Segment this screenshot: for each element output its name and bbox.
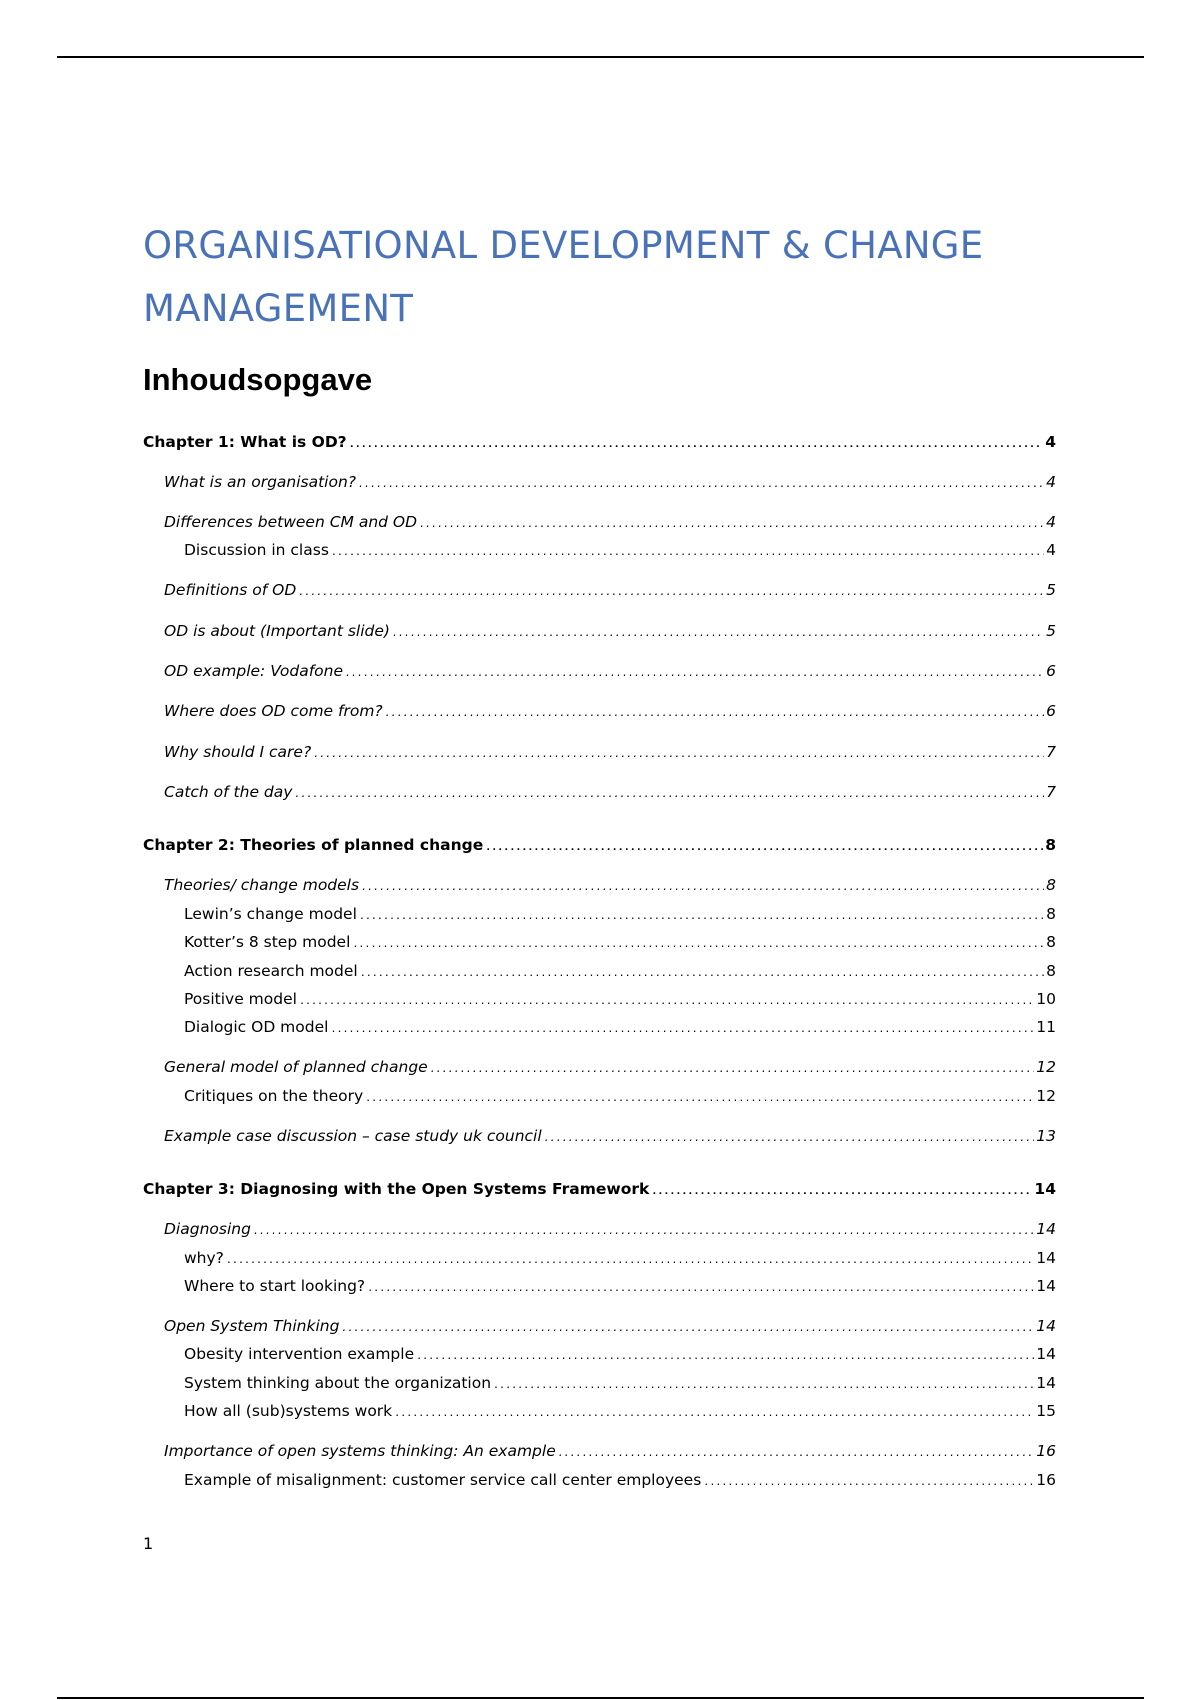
toc-entry-label: Diagnosing xyxy=(164,1220,251,1238)
document-title: ORGANISATIONAL DEVELOPMENT & CHANGE MANAGEMENT xyxy=(143,224,984,330)
toc-entry-label: Where to start looking? xyxy=(184,1277,366,1295)
toc-leader-dots xyxy=(358,480,1044,490)
toc-entry-chapter[interactable] xyxy=(143,1180,1056,1202)
toc-entry-page: 13 xyxy=(1036,1127,1056,1145)
toc-entry-page: 7 xyxy=(1046,743,1056,761)
toc-entry-chapter[interactable] xyxy=(143,836,1056,858)
toc-entry-label: Why should I care? xyxy=(164,743,312,761)
toc-leader-dots xyxy=(392,629,1044,639)
footer-rule xyxy=(57,1697,1144,1699)
toc-entry-subsection[interactable] xyxy=(184,1249,1056,1271)
toc-leader-dots xyxy=(298,588,1044,598)
toc-entry-page: 5 xyxy=(1046,622,1056,640)
toc-entry-label: Catch of the day xyxy=(164,783,293,801)
toc-leader-dots xyxy=(253,1227,1034,1237)
toc-leader-dots xyxy=(703,1478,1034,1488)
toc-entry-label: Example case discussion – case study uk council xyxy=(164,1127,542,1145)
toc-entry-page: 14 xyxy=(1036,1220,1056,1238)
toc-leader-dots xyxy=(365,1094,1034,1104)
toc-entry-label: General model of planned change xyxy=(164,1058,428,1076)
toc-entry-page: 14 xyxy=(1034,1180,1056,1198)
toc-leader-dots xyxy=(385,709,1044,719)
toc-entry-subsection[interactable] xyxy=(184,1277,1056,1299)
toc-leader-dots xyxy=(361,883,1044,893)
toc-entry-label: How all (sub)systems work xyxy=(184,1402,393,1420)
toc-leader-dots xyxy=(419,520,1044,530)
toc-entry-page: 10 xyxy=(1036,990,1056,1008)
toc-entry-label: Chapter 2: Theories of planned change xyxy=(143,836,484,854)
toc-entry-page: 4 xyxy=(1046,473,1056,491)
toc-leader-dots xyxy=(394,1409,1034,1419)
toc-entry-subsection[interactable] xyxy=(184,1374,1056,1396)
toc-entry-page: 14 xyxy=(1036,1249,1056,1267)
toc-leader-dots xyxy=(544,1134,1035,1144)
toc-heading: Inhoudsopgave xyxy=(143,362,373,397)
toc-leader-dots xyxy=(416,1352,1034,1362)
toc-entry-subsection[interactable] xyxy=(184,990,1056,1012)
toc-entry-section[interactable] xyxy=(164,1442,1056,1464)
toc-entry-subsection[interactable] xyxy=(184,1018,1056,1040)
toc-entry-subsection[interactable] xyxy=(184,1471,1056,1493)
toc-entry-page: 14 xyxy=(1036,1277,1056,1295)
toc-entry-label: Differences between CM and OD xyxy=(164,513,418,531)
toc-entry-chapter[interactable] xyxy=(143,433,1056,455)
toc-entry-page: 12 xyxy=(1036,1087,1056,1105)
toc-leader-dots xyxy=(430,1065,1035,1075)
toc-entry-label: Theories/ change models xyxy=(164,876,360,894)
toc-entry-section[interactable] xyxy=(164,513,1056,535)
toc-entry-label: Chapter 3: Diagnosing with the Open Systems Framework xyxy=(143,1180,650,1198)
toc-leader-dots xyxy=(485,843,1043,853)
toc-leader-dots xyxy=(651,1187,1032,1197)
toc-entry-label: Dialogic OD model xyxy=(184,1018,329,1036)
toc-entry-label: Obesity intervention example xyxy=(184,1345,415,1363)
toc-entry-page: 4 xyxy=(1046,541,1056,559)
toc-entry-section[interactable] xyxy=(164,622,1056,644)
toc-entry-page: 14 xyxy=(1036,1374,1056,1392)
toc-entry-section[interactable] xyxy=(164,702,1056,724)
toc-entry-label: Positive model xyxy=(184,990,297,1008)
toc-leader-dots xyxy=(341,1324,1034,1334)
toc-entry-label: why? xyxy=(184,1249,224,1267)
toc-entry-page: 8 xyxy=(1046,933,1056,951)
toc-entry-label: Discussion in class xyxy=(184,541,329,559)
toc-entry-label: Where does OD come from? xyxy=(164,702,383,720)
toc-entry-section[interactable] xyxy=(164,876,1056,898)
toc-leader-dots xyxy=(367,1284,1034,1294)
toc-entry-page: 11 xyxy=(1036,1018,1056,1036)
toc-entry-page: 8 xyxy=(1046,962,1056,980)
toc-entry-subsection[interactable] xyxy=(184,1087,1056,1109)
toc-entry-label: Example of misalignment: customer service call center employees xyxy=(184,1471,702,1489)
toc-entry-page: 14 xyxy=(1036,1345,1056,1363)
toc-entry-section[interactable] xyxy=(164,662,1056,684)
toc-leader-dots xyxy=(294,790,1044,800)
toc-entry-label: Importance of open systems thinking: An example xyxy=(164,1442,556,1460)
toc-entry-label: System thinking about the organization xyxy=(184,1374,492,1392)
toc-entry-page: 12 xyxy=(1036,1058,1056,1076)
toc-leader-dots xyxy=(330,1025,1034,1035)
toc-leader-dots xyxy=(299,997,1034,1007)
toc-entry-label: Critiques on the theory xyxy=(184,1087,364,1105)
toc-entry-label: Lewin’s change model xyxy=(184,905,357,923)
toc-entry-page: 6 xyxy=(1046,662,1056,680)
toc-entry-page: 8 xyxy=(1046,905,1056,923)
toc-entry-page: 7 xyxy=(1046,783,1056,801)
toc-leader-dots xyxy=(352,940,1044,950)
toc-entry-section[interactable] xyxy=(164,1058,1056,1080)
toc-entry-page: 4 xyxy=(1045,433,1056,451)
toc-entry-subsection[interactable] xyxy=(184,1402,1056,1424)
toc-entry-label: OD example: Vodafone xyxy=(164,662,344,680)
toc-entry-page: 6 xyxy=(1046,702,1056,720)
toc-entry-section[interactable] xyxy=(164,743,1056,765)
toc-leader-dots xyxy=(558,1449,1035,1459)
header-rule xyxy=(57,56,1144,58)
toc-entry-label: Action research model xyxy=(184,962,358,980)
toc-leader-dots xyxy=(349,440,1044,450)
toc-entry-page: 8 xyxy=(1045,836,1056,854)
toc-entry-section[interactable] xyxy=(164,1220,1056,1242)
toc-entry-label: What is an organisation? xyxy=(164,473,357,491)
toc-leader-dots xyxy=(360,969,1044,979)
toc-leader-dots xyxy=(345,669,1044,679)
toc-leader-dots xyxy=(493,1381,1034,1391)
toc-entry-label: Open System Thinking xyxy=(164,1317,340,1335)
toc-entry-page: 5 xyxy=(1046,581,1056,599)
toc-entry-section[interactable] xyxy=(164,581,1056,603)
toc-entry-subsection[interactable] xyxy=(184,962,1056,984)
toc-entry-label: Chapter 1: What is OD? xyxy=(143,433,347,451)
toc-leader-dots xyxy=(313,750,1044,760)
toc-entry-section[interactable] xyxy=(164,1317,1056,1339)
toc-entry-section[interactable] xyxy=(164,1127,1056,1149)
toc-leader-dots xyxy=(226,1256,1034,1266)
toc-entry-page: 15 xyxy=(1036,1402,1056,1420)
toc-entry-section[interactable] xyxy=(164,783,1056,805)
toc-leader-dots xyxy=(331,548,1044,558)
toc-entry-page: 4 xyxy=(1046,513,1056,531)
toc-entry-page: 16 xyxy=(1036,1442,1056,1460)
toc-entry-section[interactable] xyxy=(164,473,1056,495)
toc-entry-page: 8 xyxy=(1046,876,1056,894)
toc-leader-dots xyxy=(359,912,1044,922)
toc-entry-page: 16 xyxy=(1036,1471,1056,1489)
toc-entry-subsection[interactable] xyxy=(184,933,1056,955)
toc-entry-subsection[interactable] xyxy=(184,541,1056,563)
toc-entry-label: OD is about (Important slide) xyxy=(164,622,390,640)
page-number: 1 xyxy=(143,1534,154,1553)
toc-entry-subsection[interactable] xyxy=(184,905,1056,927)
toc-entry-label: Kotter’s 8 step model xyxy=(184,933,351,951)
toc-entry-label: Definitions of OD xyxy=(164,581,297,599)
toc-entry-page: 14 xyxy=(1036,1317,1056,1335)
toc-entry-subsection[interactable] xyxy=(184,1345,1056,1367)
